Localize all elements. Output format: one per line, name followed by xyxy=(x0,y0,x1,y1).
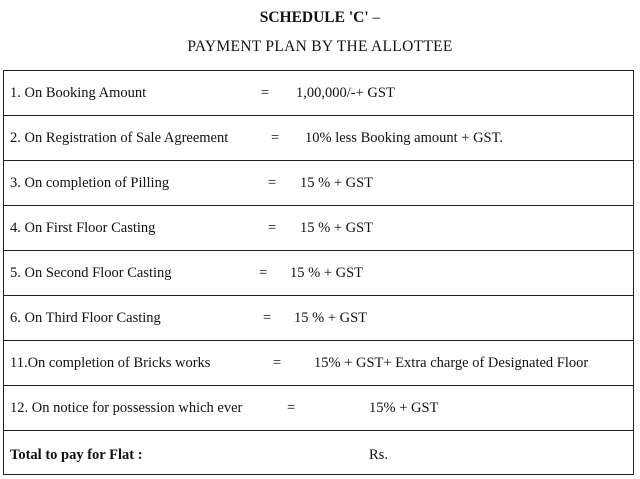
schedule-title xyxy=(0,9,640,27)
table-row xyxy=(4,116,633,161)
row-label: 3. On completion of Pilling xyxy=(10,175,170,191)
row-label: 6. On Third Floor Casting xyxy=(10,310,161,326)
schedule-title-dash: – xyxy=(368,9,381,26)
payment-plan-table xyxy=(3,70,634,475)
table-row xyxy=(4,341,633,386)
row-label: 12. On notice for possession which ever xyxy=(10,400,243,416)
row-label: 5. On Second Floor Casting xyxy=(10,265,172,281)
table-row xyxy=(4,206,633,251)
total-row xyxy=(4,431,633,476)
row-equals: = xyxy=(263,310,272,326)
row-label: 4. On First Floor Casting xyxy=(10,220,156,236)
row-value: 15 % + GST xyxy=(294,310,368,326)
row-value: 15 % + GST xyxy=(300,220,374,236)
row-equals: = xyxy=(259,265,268,281)
table-row xyxy=(4,251,633,296)
row-value: 15% + GST+ Extra charge of Designated Floor xyxy=(314,355,589,371)
row-value: 15 % + GST xyxy=(300,175,374,191)
total-label-text: Total to pay for Flat xyxy=(10,447,135,463)
row-value: 1,00,000/-+ GST xyxy=(296,85,395,101)
row-value: 15% + GST xyxy=(369,400,439,416)
row-label: 1. On Booking Amount xyxy=(10,85,147,101)
row-equals: = xyxy=(261,85,270,101)
row-equals: = xyxy=(268,220,277,236)
row-equals: = xyxy=(287,400,296,416)
total-label-colon: : xyxy=(134,447,143,463)
table-row xyxy=(4,71,633,116)
table-row xyxy=(4,161,633,206)
row-equals: = xyxy=(273,355,282,371)
schedule-title-text: SCHEDULE 'C' xyxy=(259,9,369,26)
table-row xyxy=(4,296,633,341)
total-value: Rs. xyxy=(369,447,388,463)
payment-plan-subtitle: PAYMENT PLAN BY THE ALLOTTEE xyxy=(187,38,453,55)
table-row xyxy=(4,386,633,431)
total-label xyxy=(10,447,143,464)
row-label: 2. On Registration of Sale Agreement xyxy=(10,130,229,146)
row-equals: = xyxy=(268,175,277,191)
row-label: 11.On completion of Bricks works xyxy=(10,355,211,371)
row-value: 10% less Booking amount + GST. xyxy=(305,130,504,146)
row-value: 15 % + GST xyxy=(290,265,364,281)
row-equals: = xyxy=(271,130,280,146)
